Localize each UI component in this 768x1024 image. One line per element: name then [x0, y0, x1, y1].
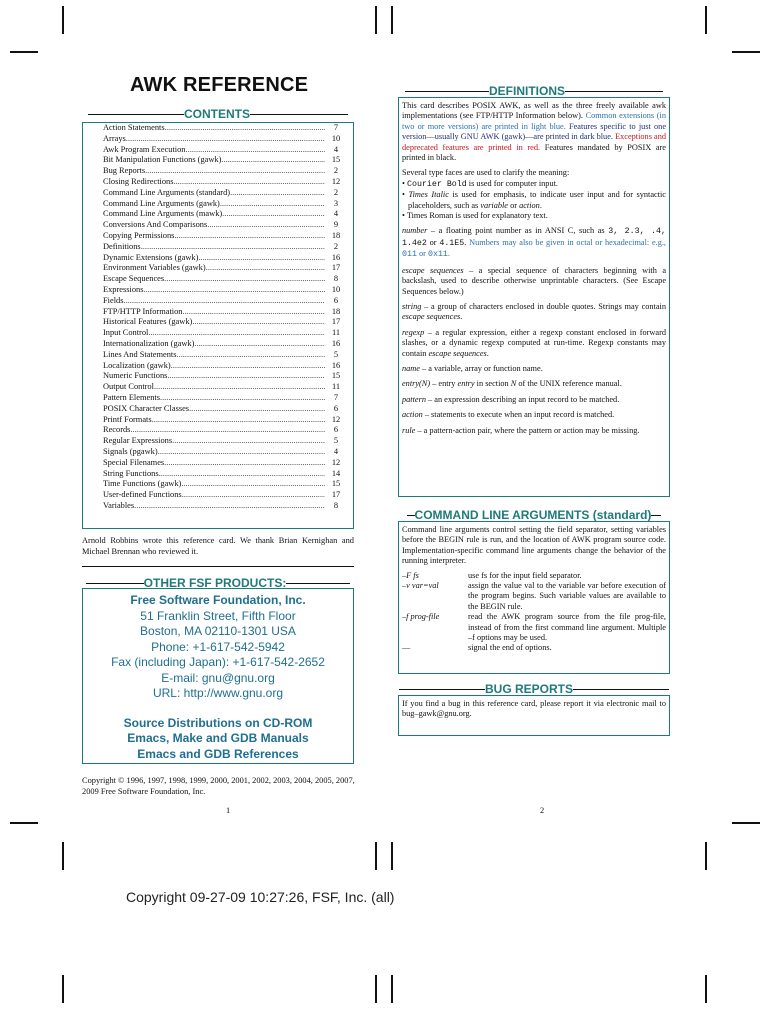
toc-leader: [173, 177, 325, 188]
page-number-left: 1: [226, 806, 231, 815]
definitions-heading: [398, 84, 670, 98]
toc-entry-title: Pattern Elements: [103, 392, 160, 402]
def-rule: [402, 426, 666, 436]
toc-leader: [164, 274, 325, 285]
toc-leader: [145, 166, 325, 177]
toc-entry-title: Fields: [103, 295, 124, 305]
toc-entry[interactable]: [103, 242, 353, 253]
toc-entry[interactable]: [103, 317, 353, 328]
crop-mark: [732, 51, 760, 53]
text: is used for computer input.: [466, 178, 558, 188]
text: Features mandated by POSIX are printed in black.: [402, 142, 666, 163]
toc-entry-title: Copying Permissions: [103, 230, 175, 240]
typeface-italic: • Times Italic is used for emphasis, to indicate user input and for syntactic placeholders, such as variable or action.: [402, 190, 666, 210]
toc-leader: [220, 199, 325, 210]
toc-entry[interactable]: [103, 285, 353, 296]
toc-entry-page: 15: [331, 155, 341, 165]
fsf-email: E-mail: gnu@gnu.org: [161, 670, 275, 685]
toc-leader: [181, 479, 325, 490]
toc-entry-title: Localization (gawk): [103, 360, 171, 370]
toc-entry[interactable]: [103, 361, 353, 372]
toc-entry-page: 6: [333, 425, 339, 435]
toc-entry-title: Command Line Arguments (gawk): [103, 198, 220, 208]
text: – a floating point number as in ANSI C, such as: [427, 226, 609, 236]
text: .: [539, 200, 542, 210]
contents-heading: [82, 107, 354, 121]
toc-entry-title: Arrays: [103, 133, 126, 143]
typefaces-intro: Several type faces are used to clarify the meaning:: [402, 168, 570, 178]
toc-entry-page: 12: [331, 176, 341, 186]
text: 3, 2.3, .4, 1.4e2: [402, 227, 666, 248]
fsf-products-box: [82, 588, 354, 764]
cla-option-flag: ––: [402, 643, 411, 653]
bug-heading-text: BUG REPORTS: [484, 682, 573, 696]
toc-entry-page: 18: [331, 306, 341, 316]
text: 011: [402, 250, 417, 260]
def-escape: [402, 266, 666, 297]
toc-entry-page: 2: [333, 187, 339, 197]
footer-copyright: Copyright 09-27-09 10:27:26, FSF, Inc. (all): [126, 889, 395, 905]
toc-entry-title: Variables: [103, 500, 135, 510]
toc-entry-page: 4: [333, 446, 339, 456]
toc-entry-title: POSIX Character Classes: [103, 403, 190, 413]
toc-entry-title: Records: [103, 425, 131, 435]
cla-intro: Command line arguments control setting the field separator, setting variables before the BEGIN rule is run, and the location of AWK program source code. Implementation-specific command line arguments change the behavior of the running interpreter.: [402, 525, 666, 566]
toc-entry[interactable]: [103, 307, 353, 318]
fsf-cd-2: Emacs, Make and GDB Manuals: [127, 731, 309, 745]
crop-mark: [391, 975, 393, 1003]
text: in section: [474, 379, 511, 389]
toc-entry[interactable]: [103, 123, 353, 134]
text: – a pattern-action pair, where the pattern or action may be missing.: [415, 425, 640, 435]
fsf-name: Free Software Foundation, Inc.: [130, 593, 306, 607]
toc-entry-title: Input Control: [103, 328, 149, 338]
toc-entry-page: 4: [333, 209, 339, 219]
toc-leader: [172, 436, 325, 447]
toc-entry-page: 9: [333, 220, 339, 230]
fsf-address-2: Boston, MA 02110-1301 USA: [140, 624, 296, 638]
toc-leader: [148, 328, 325, 339]
toc-entry-title: String Functions: [103, 468, 159, 478]
divider: [82, 566, 354, 567]
toc-entry-page: 8: [333, 500, 339, 510]
bug-heading: [398, 682, 670, 696]
toc-entry[interactable]: [103, 263, 353, 274]
text: of the UNIX reference manual.: [516, 379, 622, 389]
toc-leader: [174, 231, 325, 242]
toc-entry-title: Output Control: [103, 382, 154, 392]
toc-entry-title: Command Line Arguments (mawk): [103, 209, 223, 219]
toc-entry[interactable]: [103, 145, 353, 156]
text: – a variable, array or function name.: [419, 363, 543, 373]
toc-entry-title: Bit Manipulation Functions (gawk): [103, 155, 222, 165]
toc-leader: [123, 296, 325, 307]
toc-entry-title: Signals (pgawk): [103, 446, 158, 456]
definitions-box: [398, 97, 670, 497]
toc-entry-page: 7: [333, 392, 339, 402]
text: or: [508, 200, 520, 210]
toc-entry-page: 15: [331, 479, 341, 489]
text: or: [416, 249, 428, 259]
toc-entry-page: 10: [331, 284, 341, 294]
toc-entry[interactable]: [103, 328, 353, 339]
toc-leader: [164, 458, 325, 469]
toc-leader: [207, 220, 325, 231]
text: – a regular expression, either a regexp constant enclosed in forward slashes, or a dynamic regexp computed at run-time. Regexp constants may contain: [402, 327, 666, 358]
def-number: [402, 226, 666, 260]
fsf-cd-3: Emacs and GDB References: [137, 746, 299, 761]
toc-entry[interactable]: [103, 382, 353, 393]
toc-leader: [182, 490, 325, 501]
toc-entry-title: Environment Variables (gawk): [103, 263, 206, 273]
toc-entry-title: Printf Formats: [103, 414, 152, 424]
toc-entry[interactable]: [103, 404, 353, 415]
def-action: [402, 410, 666, 420]
toc-entry[interactable]: [103, 177, 353, 188]
toc-entry[interactable]: [103, 501, 353, 512]
term: name: [402, 363, 420, 373]
toc-entry-title: Command Line Arguments (standard): [103, 187, 231, 197]
toc-entry-title: User-defined Functions: [103, 490, 182, 500]
text: Times Roman is used for explanatory text.: [406, 211, 548, 221]
term: regexp: [402, 327, 425, 337]
crop-mark: [62, 6, 64, 34]
crop-mark: [705, 842, 707, 870]
toc-entry[interactable]: [103, 296, 353, 307]
toc-entry-page: 17: [331, 263, 341, 273]
toc-entry-page: 18: [331, 230, 341, 240]
term: rule: [402, 425, 416, 435]
toc-entry-title: Special Filenames: [103, 457, 165, 467]
text: Courier Bold: [406, 179, 467, 189]
toc-entry-page: 8: [333, 274, 339, 284]
crop-mark: [732, 822, 760, 824]
toc-entry[interactable]: [103, 469, 353, 480]
page-title: AWK REFERENCE: [130, 74, 309, 96]
toc-leader: [206, 263, 325, 274]
toc-entry-page: 2: [333, 241, 339, 251]
toc-leader: [198, 253, 325, 264]
toc-leader: [194, 339, 325, 350]
crop-mark: [10, 822, 38, 824]
toc-entry-page: 3: [333, 198, 339, 208]
toc-entry[interactable]: [103, 155, 353, 166]
copyright-notice: Copyright © 1996, 1997, 1998, 1999, 2000, 2001, 2002, 2003, 2004, 2005, 2007, 2009 Free Software Foundation, Inc.: [82, 776, 355, 796]
page-number-right: 2: [540, 806, 545, 815]
definitions-intro: [402, 101, 666, 163]
term: action: [402, 410, 423, 420]
crop-mark: [705, 975, 707, 1003]
toc-entry-page: 12: [331, 457, 341, 467]
toc-entry-title: Closing Redirections: [103, 176, 174, 186]
toc-leader: [230, 188, 325, 199]
text: Features specific to just one version—usually GNU AWK (gawk)—are printed in dark blue.: [402, 121, 666, 142]
toc-entry-title: Expressions: [103, 284, 144, 294]
toc-entry[interactable]: [103, 199, 353, 210]
toc-leader: [158, 447, 325, 458]
toc-entry-title: Action Statements: [103, 123, 165, 132]
text: entry: [457, 379, 475, 389]
crop-mark: [10, 51, 38, 53]
text: Exceptions and deprecated features are printed in red.: [402, 132, 666, 152]
text: – entry: [430, 379, 458, 389]
toc-entry-title: Lines And Statements: [103, 349, 177, 359]
cla-option-desc: read the AWK program source from the file prog-file, instead of from the first command line argument. Multiple –f options may be used.: [468, 612, 666, 643]
toc-entry[interactable]: [103, 134, 353, 145]
toc-entry-title: Regular Expressions: [103, 436, 173, 446]
toc-entry-page: 17: [331, 490, 341, 500]
toc-entry-page: 10: [331, 133, 341, 143]
toc-entry-title: Dynamic Extensions (gawk): [103, 252, 199, 262]
term: escape sequences: [402, 265, 464, 275]
fsf-phone: Phone: +1-617-542-5942: [151, 639, 285, 654]
toc-entry[interactable]: [103, 188, 353, 199]
toc-entry[interactable]: [103, 479, 353, 490]
toc-leader: [134, 501, 325, 512]
crop-mark: [391, 842, 393, 870]
toc-leader: [221, 155, 325, 166]
typeface-roman: • Times Roman is used for explanatory text.: [402, 211, 548, 221]
cla-option: [402, 612, 666, 643]
text: is used for emphasis, to indicate user input and for syntactic placeholders, such as: [408, 190, 666, 210]
def-name: [402, 364, 666, 374]
toc-entry-title: Numeric Functions: [103, 371, 168, 381]
toc-leader: [222, 209, 325, 220]
toc-entry[interactable]: [103, 350, 353, 361]
cla-option: [402, 643, 666, 653]
toc-entry-title: Bug Reports: [103, 166, 146, 176]
toc-entry-title: Escape Sequences: [103, 274, 165, 284]
toc-entry-page: 5: [333, 349, 339, 359]
toc-entry[interactable]: [103, 220, 353, 231]
toc-leader: [186, 145, 326, 156]
toc-entry[interactable]: [103, 231, 353, 242]
toc-entry-page: 2: [333, 166, 339, 176]
definitions-heading-text: DEFINITIONS: [488, 84, 565, 98]
cla-option-flag: –f prog-file: [402, 612, 440, 622]
toc-entry-page: 4: [333, 144, 339, 154]
cla-option-desc: assign the value val to the variable var before execution of the program begins. Such variable values are available to the BEGIN rule.: [468, 581, 666, 611]
term: string: [402, 301, 422, 311]
cla-option: [402, 571, 666, 581]
toc-entry[interactable]: [103, 274, 353, 285]
toc-leader: [126, 134, 325, 145]
toc-entry[interactable]: [103, 253, 353, 264]
toc-leader: [130, 425, 325, 436]
toc-entry-page: 16: [331, 252, 341, 262]
toc-leader: [154, 382, 325, 393]
toc-entry[interactable]: [103, 209, 353, 220]
text: – a special sequence of characters beginning with a backslash, used to describe otherwise unprintable characters. (See Escape Sequences below.): [402, 265, 667, 296]
typeface-courier: • Courier Bold is used for computer input.: [402, 178, 558, 189]
fsf-cd-1: Source Distributions on CD-ROM: [123, 715, 313, 730]
contents-list: [82, 122, 354, 529]
toc-entry[interactable]: [103, 436, 353, 447]
toc-entry[interactable]: [103, 371, 353, 382]
text: escape sequences: [402, 312, 461, 322]
cla-option-desc: use fs for the input field separator.: [468, 570, 582, 580]
toc-leader: [143, 285, 325, 296]
cla-option-flag: –F fs: [402, 570, 419, 580]
toc-leader: [182, 307, 325, 318]
text: .: [486, 348, 489, 358]
toc-entry[interactable]: [103, 166, 353, 177]
fsf-heading-text: OTHER FSF PRODUCTS:: [143, 576, 287, 590]
def-pattern: [402, 395, 666, 405]
crop-mark: [375, 6, 377, 34]
toc-entry-page: 17: [331, 317, 341, 327]
text: – a group of characters enclosed in double quotes. Strings may contain: [421, 301, 666, 311]
command-line-box: [398, 521, 670, 674]
cla-options: [402, 571, 666, 654]
def-string: [402, 302, 666, 323]
toc-leader: [159, 469, 325, 480]
crop-mark: [391, 6, 393, 34]
text: N: [510, 379, 517, 389]
cla-heading-text: COMMAND LINE ARGUMENTS (standard): [414, 508, 652, 522]
toc-entry-page: 6: [333, 295, 339, 305]
toc-entry-title: Definitions: [103, 241, 141, 251]
toc-entry-page: 6: [333, 403, 339, 413]
cla-heading: [398, 508, 670, 522]
text: – statements to execute when an input record is matched.: [422, 410, 615, 420]
toc-entry[interactable]: [103, 393, 353, 404]
toc-entry-title: Internationalization (gawk): [103, 338, 195, 348]
fsf-url: URL: http://www.gnu.org: [152, 686, 284, 700]
toc-entry-page: 16: [331, 338, 341, 348]
crop-mark: [62, 842, 64, 870]
crop-mark: [375, 842, 377, 870]
toc-entry-page: 11: [331, 328, 341, 338]
cla-option-desc: signal the end of options.: [468, 643, 552, 653]
text: – an expression describing an input record to be matched.: [425, 394, 620, 404]
toc-leader: [189, 404, 325, 415]
term: number: [402, 226, 428, 236]
text: .: [460, 312, 463, 322]
toc-leader: [160, 393, 325, 404]
cla-option-flag: –v var=val: [402, 581, 439, 591]
fsf-fax: Fax (including Japan): +1-617-542-2652: [111, 655, 325, 669]
toc-leader: [165, 123, 325, 134]
bug-reports-box: [398, 695, 670, 736]
text: Common extensions (in two or more versions) are printed in light blue.: [402, 111, 667, 131]
toc-leader: [152, 415, 325, 426]
toc-entry-page: 12: [331, 414, 341, 424]
text: or: [426, 237, 440, 247]
text: 0x11: [428, 250, 448, 260]
toc-entry[interactable]: [103, 339, 353, 350]
toc-entry-title: Historical Features (gawk): [103, 317, 193, 327]
cla-option: [402, 581, 666, 612]
term: entry(N): [402, 379, 431, 389]
toc-entry-page: 7: [333, 123, 339, 132]
toc-entry-title: FTP/HTTP Information: [103, 306, 183, 316]
toc-entry[interactable]: [103, 415, 353, 426]
toc-leader: [167, 371, 325, 382]
toc-entry-page: 15: [331, 371, 341, 381]
crop-mark: [705, 6, 707, 34]
toc-entry-page: 16: [331, 360, 341, 370]
text: Times Italic: [408, 190, 449, 200]
text: action: [519, 200, 540, 210]
toc-leader: [171, 361, 325, 372]
toc-entry[interactable]: [103, 447, 353, 458]
def-entry: [402, 379, 666, 389]
crop-mark: [62, 975, 64, 1003]
text: variable: [480, 200, 508, 210]
term: pattern: [402, 394, 426, 404]
toc-entry-title: Conversions And Comparisons: [103, 220, 208, 230]
toc-entry[interactable]: [103, 458, 353, 469]
toc-entry[interactable]: [103, 425, 353, 436]
fsf-address-1: 51 Franklin Street, Fifth Floor: [140, 608, 296, 623]
toc-entry[interactable]: [103, 490, 353, 501]
toc-entry-page: 14: [331, 468, 341, 478]
toc-leader: [141, 242, 325, 253]
def-regexp: [402, 328, 666, 359]
text: 4.1E5: [439, 238, 465, 248]
bug-text: If you find a bug in this reference card, please report it via electronic mail to bug–gawk@gnu.org.: [402, 699, 666, 719]
crop-mark: [375, 975, 377, 1003]
text: .: [464, 237, 470, 247]
text: Numbers may also be given in octal or hexadecimal: e.g.,: [469, 237, 667, 247]
text: .: [447, 249, 450, 259]
text: This card describes POSIX AWK, as well as the three freely available awk implementations (see FTP/HTTP Information below).: [402, 101, 666, 121]
toc-leader: [177, 350, 325, 361]
credit-text: Arnold Robbins wrote this reference card. We thank Brian Kernighan and Michael Brennan who reviewed it.: [82, 536, 354, 556]
toc-entry-title: Awk Program Execution: [103, 144, 186, 154]
toc-entry-page: 5: [333, 436, 339, 446]
contents-heading-text: CONTENTS: [184, 107, 250, 121]
toc-entry-page: 11: [331, 382, 341, 392]
toc-entry-title: Time Functions (gawk): [103, 479, 182, 489]
toc-leader: [192, 317, 325, 328]
text: escape sequences: [428, 348, 487, 358]
